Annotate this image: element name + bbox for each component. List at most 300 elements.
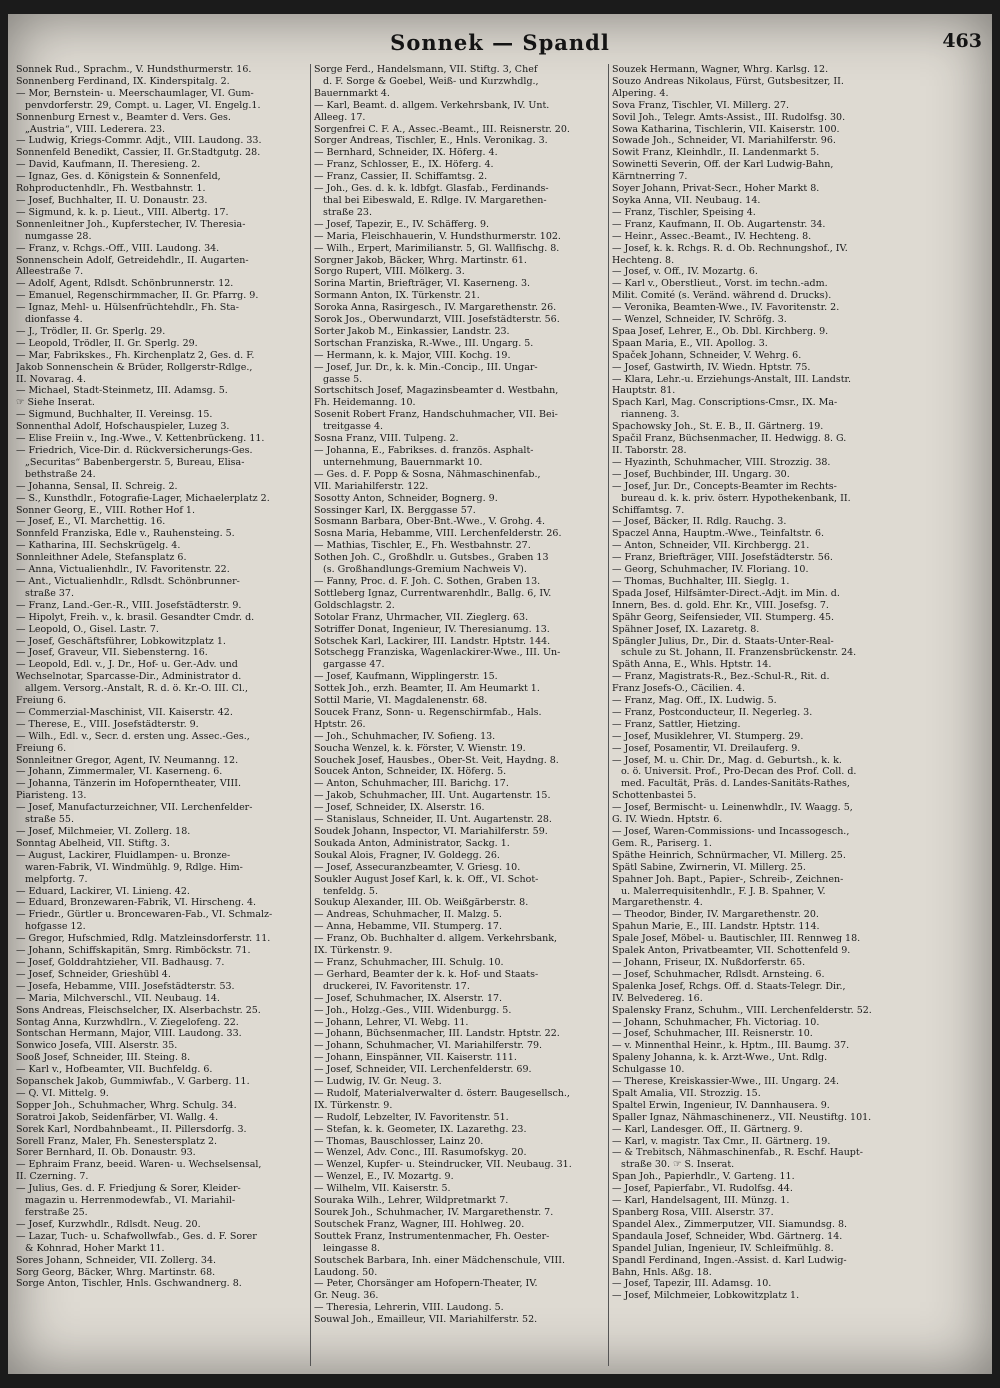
directory-line: Spach Karl, Mag. Conscriptions-Cmsr., IX. Ma- bbox=[612, 397, 838, 409]
directory-line: Soukal Alois, Fragner, IV. Goldegg. 26. bbox=[314, 849, 500, 861]
directory-line: — Josef, Graveur, VII. Siebensterng. 16. bbox=[16, 647, 208, 659]
directory-line: — Josef, Schneider, IX. Alserstr. 16. bbox=[314, 802, 485, 814]
directory-line: Sotschegg Franziska, Wagenlackirer-Wwe., III. Un- bbox=[314, 647, 561, 659]
directory-line: — Johann, Schiffskapitän, Smrg. Rimböckstr. 71. bbox=[16, 945, 251, 957]
directory-line: Sosna Franz, VIII. Tulpeng. 2. bbox=[314, 433, 459, 445]
directory-line: — Johann, Lehrer, VI. Webg. 11. bbox=[314, 1016, 469, 1028]
directory-line: Spalensky Franz, Schuhm., VIII. Lerchenfelderstr. 52. bbox=[612, 1004, 872, 1016]
directory-line: VII. Mariahilferstr. 122. bbox=[314, 480, 429, 492]
directory-line: — Josef, Waren-Commissions- und Incassogesch., bbox=[612, 826, 850, 837]
directory-line: Spandel Julian, Ingenieur, IV. Schleifmühlg. 8. bbox=[612, 1242, 834, 1254]
directory-line: Franz Josefs-O., Cäcilien. 4. bbox=[612, 683, 746, 695]
directory-line: — Josef, Tapezir, E., IV. Schäfferg. 9. bbox=[314, 218, 490, 230]
directory-line: Milit. Comité (s. Veränd. während d. Drucks). bbox=[612, 290, 832, 302]
directory-line: — Johann, Einspänner, VII. Kaiserstr. 111. bbox=[314, 1052, 517, 1064]
directory-line: — Julius, Ges. d. F. Friedjung & Sorer, Kleider- bbox=[16, 1183, 241, 1195]
directory-line: Souchek Josef, Hausbes., Ober-St. Veit, Haydng. 8. bbox=[314, 754, 559, 766]
directory-line: Alleeg. 17. bbox=[314, 111, 366, 123]
directory-line: Sonnenleitner Joh., Kupferstecher, IV. Theresia- bbox=[16, 218, 246, 230]
directory-line: — Wilh., Erpert, Marimilianstr. 5, Gl. Wallfischg. 8. bbox=[314, 242, 560, 254]
directory-line: — Joh., Schuhmacher, IV. Sofieng. 13. bbox=[314, 730, 496, 742]
directory-line: Sourek Joh., Schuhmacher, IV. Margarethenstr. 7. bbox=[314, 1207, 554, 1218]
directory-line: Rohproductenhdlr., Fh. Westbahnstr. 1. bbox=[16, 183, 206, 195]
directory-line: — Johanna, E., Fabrikses. d. französ. Asphalt- bbox=[314, 445, 534, 456]
directory-line: Spängler Julius, Dr., Dir. d. Staats-Unter-Real- bbox=[612, 635, 834, 647]
directory-line: — Josef, Schuhmacher, IX. Alserstr. 17. bbox=[314, 992, 503, 1004]
directory-line: Spada Josef, Hilfsämter-Direct.-Adjt. im Min. d. bbox=[612, 587, 840, 599]
directory-line: — Georg, Schuhmacher, IV. Floriang. 10. bbox=[612, 564, 809, 576]
directory-line: — Sigmund, k. k. p. Lieut., VIII. Albertg. 17. bbox=[16, 206, 229, 218]
directory-line: waren-Fabrik, VI. Windmühlg. 9, Rdlge. Him- bbox=[25, 861, 243, 873]
directory-line: Goldschlagstr. 2. bbox=[314, 599, 395, 611]
directory-line: — Ges. d. F. Popp & Sosna, Nähmaschinenfab., bbox=[314, 468, 541, 480]
directory-line: — Eduard, Lackirer, VI. Linieng. 42. bbox=[16, 885, 190, 897]
directory-line: — Thomas, Buchhalter, III. Sieglg. 1. bbox=[612, 575, 790, 587]
directory-line: hofgasse 12. bbox=[25, 921, 86, 933]
directory-line: — Leopold, O., Gisel. Lastr. 7. bbox=[16, 623, 159, 635]
directory-line: Soucha Wenzel, k. k. Förster, V. Wienstr. 19. bbox=[314, 742, 526, 754]
directory-line: — Karl, Beamt. d. allgem. Verkehrsbank, IV. Unt. bbox=[314, 99, 550, 111]
directory-line: II. Novarag. 4. bbox=[16, 373, 86, 385]
directory-line: Sonnek Rud., Sprachm., V. Hundsthurmerstr. 16. bbox=[16, 64, 252, 75]
directory-line: — Wilhelm, VII. Kaiserstr. 5. bbox=[314, 1183, 451, 1195]
directory-line: — Peter, Chorsänger am Hofopern-Theater, IV. bbox=[314, 1278, 538, 1290]
directory-line: Span Joh., Papierhdlr., V. Garteng. 11. bbox=[612, 1171, 795, 1183]
directory-line: Sowade Joh., Schneider, VI. Mariahilferstr. 96. bbox=[612, 135, 836, 147]
directory-line: — Therese, Kreiskassier-Wwe., III. Ungarg. 24. bbox=[612, 1076, 840, 1088]
directory-line: — Friedrich, Vice-Dir. d. Rückversicherungs-Ges. bbox=[16, 445, 253, 456]
directory-line: — Friedr., Gürtler u. Broncewaren-Fab., VI. Schmalz- bbox=[16, 909, 273, 921]
directory-line: Sonnenschein Adolf, Getreidehdlr., II. Augarten- bbox=[16, 254, 249, 266]
directory-line: straße 55. bbox=[25, 814, 74, 826]
directory-line: Spalek Anton, Privatbeamter, VII. Schottenfeld 9. bbox=[612, 945, 851, 957]
directory-line: Schottenbastei 5. bbox=[612, 790, 697, 802]
directory-line: — Hyazinth, Schuhmacher, VIII. Strozzig. 38. bbox=[612, 456, 831, 468]
directory-line: Sonnenberg Ferdinand, IX. Kinderspitalg. 2. bbox=[16, 75, 230, 87]
directory-line: — Rudolf, Lebzelter, IV. Favoritenstr. 51. bbox=[314, 1111, 509, 1123]
directory-line: Soucek Franz, Sonn- u. Regenschirmfab., Hals. bbox=[314, 706, 542, 718]
directory-line: — Mathias, Tischler, E., Fh. Westbahnstr. 27. bbox=[314, 540, 531, 552]
column-divider bbox=[310, 64, 311, 1366]
directory-line: — Franz, Postconducteur, II. Negerleg. 3. bbox=[612, 706, 813, 718]
directory-line: — Franz, Briefträger, VIII. Josefstädterstr. 56. bbox=[612, 552, 833, 564]
directory-line: — Karl, Landesger. Off., II. Gärtnerg. 9. bbox=[612, 1123, 803, 1135]
directory-line: — Josef, Kaufmann, Wipplingerstr. 15. bbox=[314, 671, 498, 683]
directory-line: Späthe Heinrich, Schnürmacher, VI. Millerg. 25. bbox=[612, 849, 846, 861]
page-header bbox=[8, 24, 992, 58]
directory-line: Sovil Joh., Telegr. Amts-Assist., III. Rudolfsg. 30. bbox=[612, 111, 846, 123]
page-number: 463 bbox=[942, 30, 982, 52]
directory-line: — Maria, Fleischhauerin, V. Hundsthurmerstr. 102. bbox=[314, 230, 561, 242]
directory-line: Margarethenstr. 4. bbox=[612, 897, 703, 909]
directory-line: — Johann, Zimmermaler, VI. Kaserneng. 6. bbox=[16, 766, 223, 778]
directory-line: — Josef, Milchmeier, Lobkowitzplatz 1. bbox=[612, 1290, 800, 1302]
directory-line: — Josef, Bermischt- u. Leinenwhdlr., IV. Waagg. 5, bbox=[612, 802, 853, 814]
directory-line: — Josef, Jur. Dr., Concepts-Beamter im Rechts- bbox=[612, 480, 837, 492]
directory-line: — Maria, Milchverschl., VII. Neubaug. 14. bbox=[16, 992, 220, 1004]
directory-line: Sowit Franz, Kleinhdlr., II. Landenmarkt 5. bbox=[612, 147, 820, 159]
directory-line: — Josef, Schuhmacher, III. Reisnerstr. 10. bbox=[612, 1028, 813, 1040]
directory-line: Soukup Alexander, III. Ob. Weißgärberstr. 8. bbox=[314, 897, 529, 909]
directory-line: — Franz, v. Rchgs.-Off., VIII. Laudong. 34. bbox=[16, 242, 220, 254]
directory-line: II. Taborstr. 28. bbox=[612, 445, 687, 456]
directory-line: Spachowsky Joh., St. E. B., II. Gärtnerg. 19. bbox=[612, 421, 824, 433]
directory-line: Freiung 6. bbox=[16, 695, 67, 707]
directory-line: — & Trebitsch, Nähmaschinenfab., R. Eschf. Haupt- bbox=[612, 1147, 863, 1159]
directory-line: ferstraße 25. bbox=[25, 1207, 88, 1218]
directory-line: melpfortg. 7. bbox=[25, 873, 88, 885]
directory-line: magazin u. Herrenmodewfab., VI. Mariahil- bbox=[25, 1195, 236, 1207]
directory-line: Sorok Jos., Oberwundarzt, VIII. Josefstädterstr. 56. bbox=[314, 314, 560, 326]
directory-line: Piaristeng. 13. bbox=[16, 790, 87, 802]
directory-line: Spähner Josef, IX. Lazaretg. 8. bbox=[612, 623, 760, 635]
column-right bbox=[612, 64, 904, 1370]
directory-line: Hechteng. 8. bbox=[612, 254, 675, 266]
directory-line: — Franz, Magistrats-R., Bez.-Schul-R., Rit. d. bbox=[612, 671, 830, 683]
directory-line: Sotriffer Donat, Ingenieur, IV. Theresianumg. 13. bbox=[314, 623, 550, 635]
directory-line: — Lazar, Tuch- u. Schafwollwfab., Ges. d. F. Sorer bbox=[16, 1230, 257, 1242]
directory-line: — Franz, Kaufmann, II. Ob. Augartenstr. 34. bbox=[612, 218, 826, 230]
directory-line: — David, Kaufmann, II. Theresieng. 2. bbox=[16, 159, 201, 171]
directory-line: — Therese, E., VIII. Josefstädterstr. 9. bbox=[16, 718, 199, 730]
directory-line: IX. Türkenstr. 9. bbox=[314, 945, 393, 957]
directory-line: Sopanschek Jakob, Gummiwfab., V. Garberg. 11. bbox=[16, 1076, 250, 1088]
directory-line: — Josef, Buchhalter, II. U. Donaustr. 23. bbox=[16, 194, 208, 206]
directory-line: — Commerzial-Maschinist, VII. Kaiserstr. 42. bbox=[16, 706, 233, 718]
directory-line: Sorek Karl, Nordbahnbeamt., II. Pillersdorfg. 3. bbox=[16, 1123, 247, 1135]
directory-line: straße 30. ☞ S. Inserat. bbox=[621, 1159, 735, 1171]
directory-line: Jakob Sonnenschein & Brüder, Rollgerstr-Rdlge., bbox=[16, 361, 253, 373]
directory-line: — Eduard, Bronzewaren-Fabrik, VI. Hirscheng. 4. bbox=[16, 897, 257, 909]
directory-line: Gem. R., Pariserg. 1. bbox=[612, 837, 712, 849]
directory-line: — Josef, Musiklehrer, VI. Stumperg. 29. bbox=[612, 730, 804, 742]
directory-line: Sothen Joh. C., Großhdlr. u. Gutsbes., Graben 13 bbox=[314, 552, 549, 564]
directory-line: — Josef, Golddrahtzieher, VII. Badhausg. 7. bbox=[16, 956, 225, 968]
directory-line: Schiffamtsg. 7. bbox=[612, 504, 685, 516]
directory-line: Sonnleitner Gregor, Agent, IV. Neumanng. 12. bbox=[16, 754, 239, 766]
directory-line: Sottek Joh., erzh. Beamter, II. Am Heumarkt 1. bbox=[314, 683, 540, 695]
directory-line: Spačil Franz, Büchsenmacher, II. Hedwigg. 8. G. bbox=[612, 433, 847, 445]
directory-line: Spaček Johann, Schneider, V. Wehrg. 6. bbox=[612, 349, 802, 361]
directory-line: Laudong. 50. bbox=[314, 1266, 378, 1278]
directory-line: — Josef, Papierfabr., VI. Rudolfsg. 44. bbox=[612, 1183, 793, 1195]
directory-line: Sottil Marie, VI. Magdalenenstr. 68. bbox=[314, 695, 488, 707]
directory-line: Sorell Franz, Maler, Fh. Senestersplatz 2. bbox=[16, 1135, 218, 1147]
directory-line: Sorina Martin, Briefträger, VI. Kaserneng. 3. bbox=[314, 278, 531, 290]
directory-line: — August, Lackirer, Fluidlampen- u. Bronze- bbox=[16, 849, 231, 861]
directory-line: — Franz, Cassier, II. Schiffamtsg. 2. bbox=[314, 171, 488, 183]
directory-line: Spahun Marie, E., III. Landstr. Hptstr. 114. bbox=[612, 921, 820, 933]
directory-line: straße 37. bbox=[25, 587, 74, 599]
directory-line: Sorgenfrei C. F. A., Assec.-Beamt., III. Reisnerstr. 20. bbox=[314, 123, 570, 135]
directory-line: — Joh., Ges. d. k. k. ldbfgt. Glasfab., Ferdinands- bbox=[314, 183, 549, 195]
directory-line: — Elise Freiin v., Ing.-Wwe., V. Kettenbrückeng. 11. bbox=[16, 433, 265, 445]
directory-line: (s. Großhandlungs-Gremium Nachweis V). bbox=[323, 564, 527, 576]
directory-line: — Johann, Schuhmacher, Fh. Victoriag. 10. bbox=[612, 1016, 820, 1028]
directory-line: — Hermann, k. k. Major, VIII. Kochg. 19. bbox=[314, 349, 511, 361]
directory-line: — Karl v., Hofbeamter, VII. Buchfeldg. 6. bbox=[16, 1064, 213, 1076]
directory-line: Soutschek Barbara, Inh. einer Mädchenschule, VIII. bbox=[314, 1254, 565, 1266]
directory-line: Bahn, Hnls. Aßg. 18. bbox=[612, 1266, 712, 1278]
directory-line: Soyka Anna, VII. Neubaug. 14. bbox=[612, 194, 761, 206]
directory-line: — S., Kunsthdlr., Fotografie-Lager, Michaelerplatz 2. bbox=[16, 492, 270, 504]
directory-line: — Ignaz, Mehl- u. Hülsenfrüchtehdlr., Fh. Sta- bbox=[16, 302, 239, 314]
directory-line: Soudek Johann, Inspector, VI. Mariahilferstr. 59. bbox=[314, 826, 548, 837]
directory-line: — Josef, Bäcker, II. Rdlg. Rauchg. 3. bbox=[612, 516, 787, 528]
directory-line: Sores Johann, Schneider, VII. Zollerg. 34. bbox=[16, 1254, 217, 1266]
directory-line: Sonnfeld Franziska, Edle v., Rauhensteing. 5. bbox=[16, 528, 235, 540]
directory-line: Spätl Sabine, Zwirnerin, VI. Millerg. 25. bbox=[612, 861, 806, 873]
directory-line: — Josef, M. u. Chir. Dr., Mag. d. Geburtsh., k. k. bbox=[612, 754, 842, 766]
directory-line: — Bernhard, Schneider, IX. Höferg. 4. bbox=[314, 147, 498, 159]
directory-line: Hauptstr. 81. bbox=[612, 385, 676, 397]
directory-line: — Josef, Posamentir, VI. Dreilauferg. 9. bbox=[612, 742, 801, 754]
directory-line: — Josef, Assecuranzbeamter, V. Griesg. 10. bbox=[314, 861, 521, 873]
directory-line: Sossinger Karl, IX. Berggasse 57. bbox=[314, 504, 476, 516]
directory-line: — Mor, Bernstein- u. Meerschaumlager, VI. Gum- bbox=[16, 87, 254, 99]
directory-line: Bauernmarkt 4. bbox=[314, 87, 390, 99]
directory-line: rianneng. 3. bbox=[621, 409, 680, 421]
directory-line: Sosmann Barbara, Ober-Bnt.-Wwe., V. Grohg. 4. bbox=[314, 516, 546, 528]
directory-line: — Wenzel, Kupfer- u. Steindrucker, VII. Neubaug. 31. bbox=[314, 1159, 572, 1171]
directory-line: Gr. Neug. 36. bbox=[314, 1290, 379, 1302]
directory-line: — Michael, Stadt-Steinmetz, III. Adamsg. 5. bbox=[16, 385, 228, 397]
directory-line: Sorger Andreas, Tischler, E., Hnls. Veronikag. 3. bbox=[314, 135, 548, 147]
directory-line: Hptstr. 26. bbox=[314, 718, 366, 730]
directory-line: bethstraße 24. bbox=[25, 468, 96, 480]
directory-line: u. Malerrequisitenhdlr., F. J. B. Spahner, V. bbox=[621, 885, 826, 897]
directory-line: Souttek Franz, Instrumentenmacher, Fh. Oester- bbox=[314, 1230, 550, 1242]
directory-line: treitgasse 4. bbox=[323, 421, 384, 433]
directory-line: — Josef, Schuhmacher, Rdlsdt. Arnsteing. 6. bbox=[612, 968, 825, 980]
directory-line: — Leopold, Edl. v., J. Dr., Hof- u. Ger.-Adv. und bbox=[16, 659, 238, 671]
directory-line: Sonnenthal Adolf, Hofschauspieler, Luzeg 3. bbox=[16, 421, 230, 433]
column-left bbox=[16, 64, 306, 1370]
directory-line: Soutschek Franz, Wagner, III. Hohlweg. 20. bbox=[314, 1218, 525, 1230]
directory-line: — Andreas, Schuhmacher, II. Malzg. 5. bbox=[314, 909, 502, 921]
directory-line: numgasse 28. bbox=[25, 230, 92, 242]
directory-line: — Heinr., Assec.-Beamt., IV. Hechteng. 8. bbox=[612, 230, 812, 242]
directory-line: — Ludwig, Kriegs-Commr. Adjt., VIII. Laudong. 33. bbox=[16, 135, 262, 147]
directory-line: Sontag Anna, Kurzwhdlrn., V. Ziegelofeng. 22. bbox=[16, 1016, 239, 1028]
directory-line: & Kohnrad, Hoher Markt 11. bbox=[25, 1242, 165, 1254]
directory-line: „Austria“, VIII. Lederera. 23. bbox=[25, 123, 166, 135]
directory-line: — Q. VI. Mittelg. 9. bbox=[16, 1087, 109, 1099]
directory-line: — Anton, Schneider, VII. Kirchbergg. 21. bbox=[612, 540, 810, 552]
directory-line: Sorgo Rupert, VIII. Mölkerg. 3. bbox=[314, 266, 465, 278]
directory-line: — Johann, Friseur, IX. Nußdorferstr. 65. bbox=[612, 956, 806, 968]
directory-line: — Johann, Schuhmacher, VI. Mariahilferstr. 79. bbox=[314, 1040, 543, 1052]
directory-line: med. Facultät, Präs. d. Landes-Sanitäts-Rathes, bbox=[621, 778, 850, 790]
directory-line: Sortschitsch Josef, Magazinsbeamter d. Westbahn, bbox=[314, 385, 559, 397]
directory-line: Wechselnotar, Sparcasse-Dir., Administrator d. bbox=[16, 671, 242, 683]
directory-line: Sopper Joh., Schuhmacher, Whrg. Schulg. 34. bbox=[16, 1099, 237, 1111]
directory-line: Sosenit Robert Franz, Handschuhmacher, VII. Bei- bbox=[314, 409, 558, 421]
directory-line: Sonntag Abelheid, VII. Stiftg. 3. bbox=[16, 837, 170, 849]
directory-line: — Sigmund, Buchhalter, II. Vereinsg. 15. bbox=[16, 409, 213, 421]
directory-line: — Rudolf, Materialverwalter d. österr. Baugesellsch., bbox=[314, 1087, 570, 1099]
directory-line: — Hipolyt, Freih. v., k. brasil. Gesandter Cmdr. d. bbox=[16, 611, 255, 623]
directory-line: — Johanna, Tänzerin im Hofoperntheater, VIII. bbox=[16, 778, 241, 790]
directory-line: druckerei, IV. Favoritenstr. 17. bbox=[323, 980, 470, 992]
directory-line: — Stefan, k. k. Geometer, IX. Lazarethg. 23. bbox=[314, 1123, 527, 1135]
directory-line: Soukler August Josef Karl, k. k. Off., VI. Schot- bbox=[314, 873, 539, 885]
directory-line: Sorge Ferd., Handelsmann, VII. Stiftg. 3, Chef bbox=[314, 64, 538, 75]
directory-line: — Josef, Geschäftsführer, Lobkowitzplatz 1. bbox=[16, 635, 226, 647]
directory-line: Sonnenfeld Benedikt, Cassier, II. Gr.Stadtgutg. 28. bbox=[16, 147, 261, 159]
directory-line: — Johann, Büchsenmacher, III. Landstr. Hptstr. 22. bbox=[314, 1028, 560, 1040]
directory-line: — Wenzel, E., IV. Mozartg. 9. bbox=[314, 1171, 454, 1183]
directory-line: o. ö. Universit. Prof., Pro-Decan des Prof. Coll. d. bbox=[621, 766, 857, 778]
directory-line: gargasse 47. bbox=[323, 659, 385, 671]
directory-line: Sonwico Josefa, VIII. Alserstr. 35. bbox=[16, 1040, 178, 1052]
directory-line: Spaleny Johanna, k. k. Arzt-Wwe., Unt. Rdlg. bbox=[612, 1052, 828, 1064]
directory-line: schule zu St. Johann, II. Franzensbrückenstr. 24. bbox=[621, 647, 857, 659]
directory-line: Sosna Maria, Hebamme, VIII. Lerchenfelderstr. 26. bbox=[314, 528, 562, 540]
directory-line: — Gregor, Hufschmied, Rdlg. Matzleinsdorferstr. 11. bbox=[16, 933, 271, 945]
directory-line: — Josef, v. Off., IV. Mozartg. 6. bbox=[612, 266, 758, 278]
directory-line: Sonner Georg, E., VIII. Rother Hof 1. bbox=[16, 504, 195, 516]
directory-line: Sorge Anton, Tischler, Hnls. Gschwandnerg. 8. bbox=[16, 1278, 242, 1290]
directory-line: — Gerhard, Beamter der k. k. Hof- und Staats- bbox=[314, 968, 539, 980]
directory-line: penvdorferstr. 29, Compt. u. Lager, VI. Engelg.1. bbox=[25, 99, 261, 111]
directory-line: Sorgner Jakob, Bäcker, Whrg. Martinstr. 61. bbox=[314, 254, 527, 266]
directory-line: Soratroi Jakob, Seidenfärber, VI. Wallg. 4. bbox=[16, 1111, 219, 1123]
directory-line: — Wilh., Edl. v., Secr. d. ersten ung. Assec.-Ges., bbox=[16, 730, 250, 742]
directory-line: Spalt Amalia, VII. Strozzig. 15. bbox=[612, 1087, 761, 1099]
directory-line: — Josef, Schneider, Grieshübl 4. bbox=[16, 968, 171, 980]
directory-line: Soroka Anna, Rasirgesch., IV. Margarethenstr. 26. bbox=[314, 302, 557, 314]
directory-line: Schulgasse 10. bbox=[612, 1064, 685, 1076]
directory-line: — Josef, Tapezir, III. Adamsg. 10. bbox=[612, 1278, 772, 1290]
directory-line: II. Czerning. 7. bbox=[16, 1171, 89, 1183]
directory-line: — Veronika, Beamten-Wwe., IV. Favoritenstr. 2. bbox=[612, 302, 840, 314]
directory-line: — Mar, Fabrikskes., Fh. Kirchenplatz 2, Ges. d. F. bbox=[16, 349, 255, 361]
directory-line: Spaczel Anna, Hauptm.-Wwe., Teinfaltstr. 6. bbox=[612, 528, 825, 540]
directory-line: Souraka Wilh., Lehrer, Wildpretmarkt 7. bbox=[314, 1195, 509, 1207]
directory-line: Spale Josef, Möbel- u. Bautischler, III. Rennweg 18. bbox=[612, 933, 861, 945]
directory-line: ☞ Siehe Inserat. bbox=[16, 397, 95, 409]
directory-line: — v. Minnenthal Heinr., k. Hptm., III. Baumg. 37. bbox=[612, 1040, 850, 1052]
directory-line: Sowa Katharina, Tischlerin, VII. Kaiserstr. 100. bbox=[612, 123, 840, 135]
directory-line: — Franz, Ob. Buchhalter d. allgem. Verkehrsbank, bbox=[314, 933, 558, 945]
directory-line: Souzek Hermann, Wagner, Whrg. Karlsg. 12. bbox=[612, 64, 829, 75]
directory-line: Sonnenburg Ernest v., Beamter d. Vers. Ges. bbox=[16, 111, 231, 123]
directory-line: dionfasse 4. bbox=[25, 314, 83, 326]
directory-line: Sova Franz, Tischler, VI. Millerg. 27. bbox=[612, 99, 790, 111]
directory-line: Soucek Anton, Schneider, IX. Höferg. 5. bbox=[314, 766, 507, 778]
directory-page bbox=[8, 14, 992, 1374]
directory-line: — Stanislaus, Schneider, II. Unt. Augartenstr. 28. bbox=[314, 814, 552, 826]
directory-line: Sormann Anton, IX. Türkenstr. 21. bbox=[314, 290, 480, 302]
directory-line: d. F. Sorge & Goebel, Weiß- und Kurzwhdlg., bbox=[323, 75, 539, 87]
directory-line: — Leopold, Trödler, II. Gr. Sperlg. 29. bbox=[16, 337, 198, 349]
directory-line: — Adolf, Agent, Rdlsdt. Schönbrunnerstr. 12. bbox=[16, 278, 234, 290]
directory-line: — Franz, Land.-Ger.-R., VIII. Josefstädterstr. 9. bbox=[16, 599, 242, 611]
directory-line: Souzo Andreas Nikolaus, Fürst, Gutsbesitzer, II. bbox=[612, 75, 844, 87]
directory-line: — J., Trödler, II. Gr. Sperlg. 29. bbox=[16, 325, 166, 337]
directory-line: tenfeldg. 5. bbox=[323, 885, 379, 897]
directory-line: Spandaula Josef, Schneider, Wbd. Gärtnerg. 14. bbox=[612, 1230, 843, 1242]
directory-line: — Klara, Lehr.-u. Erziehungs-Anstalt, III. Landstr. bbox=[612, 373, 852, 385]
directory-line: G. IV. Wiedn. Hptstr. 6. bbox=[612, 814, 723, 826]
directory-line: — Theresia, Lehrerin, VIII. Laudong. 5. bbox=[314, 1302, 504, 1314]
directory-line: bureau d. k. k. priv. österr. Hypothekenbank, II. bbox=[621, 492, 851, 504]
directory-line: Sotschek Karl, Lackirer, III. Landstr. Hptstr. 144. bbox=[314, 635, 551, 647]
directory-line: — Johanna, Sensal, II. Schreig. 2. bbox=[16, 480, 178, 492]
directory-line: Sonnleithner Adele, Stefansplatz 6. bbox=[16, 552, 187, 564]
directory-line: — Josef, E., VI. Marchettig. 16. bbox=[16, 516, 166, 528]
directory-line: — Emanuel, Regenschirmmacher, II. Gr. Pfarrg. 9. bbox=[16, 290, 259, 302]
directory-line: — Josef, Jur. Dr., k. k. Min.-Concip., III. Ungar- bbox=[314, 361, 538, 373]
directory-line: straße 23. bbox=[323, 206, 372, 218]
directory-line: Fh. Heidemanng. 10. bbox=[314, 397, 416, 409]
directory-line: Spandel Alex., Zimmerputzer, VII. Siamundsg. 8. bbox=[612, 1218, 848, 1230]
directory-line: IV. Belvedereg. 16. bbox=[612, 992, 703, 1004]
directory-line: — Karl, v. magistr. Tax Cmr., II. Gärtnerg. 19. bbox=[612, 1135, 831, 1147]
directory-line: Sorter Jakob M., Einkassier, Landstr. 23. bbox=[314, 325, 510, 337]
directory-line: Kärntnerring 7. bbox=[612, 171, 688, 183]
directory-line: — Katharina, III. Sechskrügelg. 4. bbox=[16, 540, 181, 552]
column-middle bbox=[314, 64, 604, 1370]
directory-line: — Anna, Victualienhdlr., IV. Favoritenstr. 22. bbox=[16, 564, 230, 576]
directory-line: Soyer Johann, Privat-Secr., Hoher Markt 8. bbox=[612, 183, 820, 195]
directory-line: Spaltel Erwin, Ingenieur, IV. Dannhausera. 9. bbox=[612, 1099, 830, 1111]
directory-line: — Josefa, Hebamme, VIII. Josefstädterstr. 53. bbox=[16, 980, 235, 992]
directory-line: — Anton, Schuhmacher, III. Barichg. 17. bbox=[314, 778, 509, 790]
directory-line: Sorer Bernhard, II. Ob. Donaustr. 93. bbox=[16, 1147, 196, 1159]
directory-line: Sontschan Hermann, Major, VIII. Laudong. 33. bbox=[16, 1028, 242, 1040]
directory-line: — Josef, Gastwirth, IV. Wiedn. Hptstr. 75. bbox=[612, 361, 811, 373]
directory-line: — Fanny, Proc. d. F. Joh. C. Sothen, Graben 13. bbox=[314, 575, 541, 587]
directory-line: Freiung 6. bbox=[16, 742, 67, 754]
column-divider bbox=[608, 64, 609, 1366]
directory-line: thal bei Eibeswald, E. Rdlge. IV. Margarethen- bbox=[323, 194, 547, 206]
directory-line: Soukada Anton, Administrator, Sackg. 1. bbox=[314, 837, 510, 849]
directory-line: — Ludwig, IV. Gr. Neug. 3. bbox=[314, 1076, 442, 1088]
directory-line: — Franz, Tischler, Speising 4. bbox=[612, 206, 756, 218]
directory-line: „Securitas“ Babenbergerstr. 5, Bureau, Elisa- bbox=[25, 456, 245, 468]
directory-line: Alpering. 4. bbox=[612, 87, 669, 99]
directory-line: — Ignaz, Ges. d. Königstein & Sonnenfeld, bbox=[16, 171, 221, 183]
directory-line: allgem. Versorg.-Anstalt, R. d. ö. Kr.-O. III. Cl., bbox=[25, 683, 248, 695]
directory-line: unternehmung, Bauernmarkt 10. bbox=[323, 456, 483, 468]
directory-line: gasse 5. bbox=[323, 373, 363, 385]
directory-line: — Wenzel, Adv. Conc., III. Rasumofskyg. 20. bbox=[314, 1147, 527, 1159]
directory-line: Sosotty Anton, Schneider, Bognerg. 9. bbox=[314, 492, 498, 504]
directory-line: — Theodor, Binder, IV. Margarethenstr. 20. bbox=[612, 909, 819, 921]
directory-line: — Josef, Buchbinder, III. Ungarg. 30. bbox=[612, 468, 790, 480]
directory-line: Späth Anna, E., Whls. Hptstr. 14. bbox=[612, 659, 772, 671]
directory-line: Spaa Josef, Lehrer, E., Ob. Dbl. Kirchberg. 9. bbox=[612, 325, 829, 337]
directory-line: Sooß Josef, Schneider, III. Steing. 8. bbox=[16, 1052, 191, 1064]
directory-line: — Anna, Hebamme, VII. Stumperg. 17. bbox=[314, 921, 502, 933]
directory-line: Innern, Bes. d. gold. Ehr. Kr., VIII. Josefsg. 7. bbox=[612, 599, 829, 611]
directory-line: Spähr Georg, Seifensieder, VII. Stumperg. 45. bbox=[612, 611, 835, 623]
directory-line: — Joh., Holzg.-Ges., VIII. Widenburgg. 5. bbox=[314, 1004, 512, 1016]
page-title: Sonnek — Spandl bbox=[390, 30, 610, 55]
directory-line: — Karl, Handelsagent, III. Münzg. 1. bbox=[612, 1195, 790, 1207]
directory-line: — Wenzel, Schneider, IV. Schröfg. 3. bbox=[612, 314, 787, 326]
directory-line: Sowinetti Severin, Off. der Karl Ludwig-Bahn, bbox=[612, 159, 834, 171]
directory-line: Spahner Joh. Bapt., Papier-, Schreib-, Zeichnen- bbox=[612, 873, 844, 885]
directory-line: Sotolar Franz, Uhrmacher, VII. Zieglerg. 63. bbox=[314, 611, 529, 623]
directory-line: — Josef, Milchmeier, VI. Zollerg. 18. bbox=[16, 826, 191, 837]
directory-line: — Josef, Schneider, VII. Lerchenfelderstr. 69. bbox=[314, 1064, 532, 1076]
directory-line: Sortschan Franziska, R.-Wwe., III. Ungarg. 5. bbox=[314, 337, 534, 349]
directory-line: leingasse 8. bbox=[323, 1242, 381, 1254]
directory-line: — Franz, Schlosser, E., IX. Höferg. 4. bbox=[314, 159, 494, 171]
